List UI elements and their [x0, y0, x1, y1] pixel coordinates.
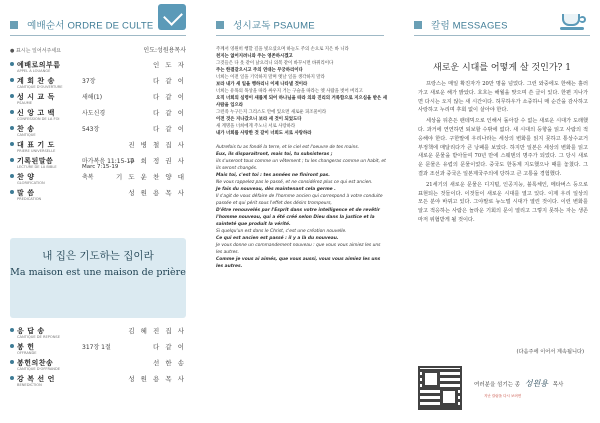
order-sub: PREDICATION [17, 197, 42, 201]
order-name: 기록된말씀 [17, 157, 54, 165]
signature-suffix: 목사 [552, 382, 564, 388]
order-name: 예배로의부름 [17, 61, 61, 69]
coffee-cup-icon [560, 10, 586, 30]
order-sub: BENEDICTION [17, 383, 42, 387]
psaume-ko-line: 주는 한결같으시고 주의 연대는 무궁하리이다 [216, 68, 303, 73]
psaume-fr-line: ils s'useront tous comme un vêtement ; tu les changeras comme un habit, et ils seront changés. [216, 159, 386, 171]
bullet-icon [10, 142, 14, 146]
order-item [10, 172, 186, 188]
order-item [10, 108, 186, 124]
psaume-ko-line: 새 계명을 너희에게 주노니 서로 사랑하라 [216, 124, 296, 129]
order-name: 봉헌의찬송 [17, 359, 54, 367]
order-right: 다 같 이 [153, 109, 186, 117]
psaume-ko-line: 보라 내가 새 일을 행하리니 이제 나타낼 것이라 [216, 82, 308, 87]
order-right: 다 같 이 [153, 93, 186, 101]
psaume-title: 성시교독 PSAUME [233, 20, 315, 32]
psaume-header [216, 14, 384, 36]
bullet-icon [10, 110, 14, 114]
order-name: 강 복 선 언 [17, 375, 55, 383]
column-paragraph: 세상을 뒤흔든 팬데믹으로 인해서 돌아갈 수 없는 새로운 시대가 도래했다. 과거에 연연하면 퇴보할 수밖에 없다. 새 시대의 등향을 읽고 사람의 적응해야 한다. 구한말에 우리나라는 세상의 변화를 읽지 못하고 통상수교거부정책에 매달리다가 큰 낭패를 보았다. 하지만 일본은 세상의 변화를 읽고 새로운 문물을 받아들여 70년 만에 스웨덴의 명주가 되었다. 그 당시 새로운 문물은 유럽의 문물이었다. 중국도 한동계 지도했으나 때를 놓쳤다. 그 결과 조선과 중국은 일본제국주의에 당하고 큰 고통을 경험했다. [418, 118, 588, 177]
bullet-icon [10, 190, 14, 194]
header-square-icon [216, 21, 224, 29]
sermon-theme-ko: 내 집은 기도하는 집이라 [42, 250, 154, 262]
bullet-icon [10, 376, 14, 380]
order-sub: LECTURE DE LA BIBLE [17, 165, 57, 169]
order-item [10, 358, 186, 374]
psaume-ko-line: 너희는 유목의 목상을 따라 싸우지 거는 구슬을 따라는 옛 사람을 벗어 버리고 [216, 89, 363, 94]
order-right: 진 병 철 집 사 [128, 141, 186, 149]
bullet-icon [10, 62, 14, 66]
psaume-fr-line: Eux, ils disparaîtront, mais toi, tu subsisteras ; [216, 152, 333, 157]
order-sub: APPEL A LOUANGE [17, 69, 51, 73]
bullet-icon [10, 344, 14, 348]
order-item [10, 342, 186, 358]
psaume-fr-line: Ne vous rappelez pas le passé, et ne considérez plus ce qui est ancien. [216, 180, 373, 185]
psaume-text [216, 46, 388, 270]
order-extra: Marc 7:15-19 [82, 164, 119, 170]
order-name: 신 앙 고 백 [17, 109, 55, 117]
bullet-icon [10, 78, 14, 82]
messages-title: 칼럼 MESSAGES [431, 20, 508, 32]
column-paragraph: 프랑스는 매일 확진자가 20만 명을 넘었다. 그런 와중에도 한해는 흘러가고 새로운 해가 밝았다. 호흐는 해월을 맞으며 쓴 글이 있다. 한편 지나가면 다시는 오지 않는 새 시간이다. 허무하우가 소중하니 매 순간을 감사하고 사랑하고 누리며 후회 없이 살아야 한다. [418, 81, 588, 114]
psaume-fr-line: Mais toi, c'est toi : tes années ne finiront pas. [216, 173, 330, 178]
order-item [10, 76, 186, 92]
psaume-fr-line: Il s'agit de vous défaire de l'homme ancien qui correspond à votre conduite passée et qui périt sous l'effet des désirs trompeurs, [216, 194, 383, 206]
psaume-fr-line: Comme je vous ai aimés, que vous aussi, vous vous aimiez les uns les autres. [216, 257, 381, 269]
bullet-icon [10, 360, 14, 364]
order-right: 선 한 송 [153, 359, 186, 367]
order-title: 예배순서 ORDRE DE CULTE [27, 20, 154, 32]
signature [474, 378, 563, 389]
order-sub: CANTIQUE D'OUVERTURE [17, 85, 63, 89]
bullet-icon [10, 158, 14, 162]
order-sub: CANTIQUE DE REPONSE [17, 335, 60, 339]
order-right: 다 같 이 [153, 125, 186, 133]
order-panel [0, 0, 196, 423]
order-item [10, 140, 186, 156]
sermon-theme-box [10, 238, 186, 318]
psaume-fr-line: Ce qui est ancien est passé : il y a là du nouveau. [216, 236, 339, 241]
bullet-icon [10, 174, 14, 178]
order-sub: GLORIFICATION [17, 181, 45, 185]
bullet-icon [10, 94, 14, 98]
order-item [10, 60, 186, 76]
leader: 인도:성원용목사 [143, 47, 186, 54]
order-sub: PSAUME [17, 101, 32, 105]
psaume-ko-line: 오직 너희의 심령이 새롭게 되어 하나님을 따라 의와 진리의 거룩함으로 지으심을 받은 새 사람을 입으라 [216, 96, 388, 108]
order-mid: 사도신경 [82, 110, 106, 117]
psaume-fr-line: D'être renouvelés par l'Esprit dans votre intelligence et de revêtir l'homme nouveau, qui a été créé selon Dieu dans la justice et la sainteté que produit la vérité. [216, 208, 380, 227]
order-list [10, 60, 186, 204]
order-name: 말 씀 [17, 189, 35, 197]
order-mid: 37장 [82, 78, 96, 85]
psaume-ko-line: 이전 것은 지나갔으니 보라 새 것이 되었도다 [216, 117, 302, 122]
header-square-icon [414, 21, 422, 29]
psaume-ko-line: 그것들은 다 옷 같이 낡으리니 의복 같이 바꾸시면 바뀌리이다 [216, 61, 334, 66]
psaume-fr-line: Si quelqu'un est dans le Christ, c'est une création nouvelle. [216, 229, 347, 234]
order-mid: 축복 [82, 174, 94, 181]
order-sub: OFFRANDE [17, 351, 37, 355]
order-name: 봉 헌 [17, 343, 35, 351]
order-item [10, 326, 186, 342]
psaume-ko-line: 그런즉 누구든지 그리스도 안에 있으면 새로운 피조물이라 [216, 110, 327, 115]
order-right: 구 희 정 권 사 [128, 157, 186, 165]
order-name: 성 시 교 독 [17, 93, 55, 101]
order-mid: 마가복음 11:15-19 [82, 158, 135, 165]
order-right: 김 혜 진 집 사 [128, 327, 186, 335]
psaume-gap [216, 137, 388, 144]
qr-note: 지난 칼럼을 다시 보려면 [484, 394, 522, 398]
psaume-ko-line: 너희는 이전 일을 기억하지 말며 옛날 일을 생각하지 말라 [216, 75, 325, 80]
order-sub: PRIERE UNIVERSELLE [17, 149, 56, 153]
order-name: 찬 송 [17, 125, 35, 133]
order-item [10, 188, 186, 204]
check-icon [158, 4, 186, 30]
psaume-fr-line: Je vous donne un commandement nouveau : que vous vous aimiez les uns les autres. [216, 243, 381, 255]
order-sub: CONFESSION DE LA FOI [17, 117, 60, 121]
signature-prefix: 여러분을 섬기는 종 [474, 382, 521, 388]
order-mid: 543장 [82, 126, 100, 133]
signature-name: 성원용 [524, 379, 548, 388]
psaume-ko-line: 주께서 영원히 행할 길을 빛으셨으며 하늘도 주의 손으로 지은 바 니라 [216, 47, 349, 52]
order-right: 다 같 이 [153, 343, 186, 351]
order-right: 기 도 운 찬 양 대 [115, 173, 186, 181]
order-item [10, 156, 186, 172]
header-square-icon [10, 21, 18, 29]
psaume-ko-line: 천지는 없어지려니와 주는 영존하시겠고 [216, 54, 293, 59]
order-sub: CANTIQUE [17, 133, 36, 137]
column-paragraph: 21세기의 새로운 문물은 디지털, 인공지능, 블록체인, 메타버스 등으로 표현되는 것들이다. 이것들이 새로운 시대를 열고 있다. 이제 우리 일상의 모든 분야 바뀌고 있다. 그야말로 뉴노멀 시대가 열린 것이다. 이런 변화를 알고 적응하는 사람은 놀라운 기회의 문이 열리고 그렇지 못하는 자는 생존마저 위협받게 될 것이다. [418, 181, 588, 223]
psaume-fr-line: Je fais du nouveau, dès maintenant cela germe . [216, 187, 336, 192]
order-right: 인 도 자 [153, 61, 186, 69]
psaume-panel [206, 0, 394, 423]
order-list-after [10, 326, 186, 390]
order-item [10, 124, 186, 140]
psaume-ko-line: 내가 너희를 사랑한 것 같이 너희도 서로 사랑하라 [216, 131, 312, 136]
bullet-icon [10, 328, 14, 332]
order-name: 응 답 송 [17, 327, 45, 335]
qr-code-icon[interactable] [418, 366, 462, 410]
psaume-fr-line: Autrefois tu as fondé la terre, et le ciel est l'oeuvre de tes mains. [216, 145, 360, 150]
order-item [10, 374, 186, 390]
continued-note: (다음주에 이어서 계속됩니다) [516, 349, 584, 355]
messages-panel [404, 0, 600, 423]
sermon-theme-fr: Ma maison est une maison de prière [10, 267, 186, 278]
order-item [10, 92, 186, 108]
order-sub: CANTIQUE D'OFFRANDE [17, 367, 61, 371]
order-subheader [10, 44, 186, 56]
order-name: 찬 양 [17, 173, 35, 181]
order-mid: 새해(1) [82, 94, 103, 101]
order-name: 대 표 기 도 [17, 141, 55, 149]
order-header [10, 14, 186, 36]
column-body [418, 80, 588, 227]
order-name: 계 회 찬 송 [17, 77, 55, 85]
order-right: 성 원 용 목 사 [128, 189, 186, 197]
order-mid: 317장 1절 [82, 344, 111, 351]
order-right: 성 원 용 목 사 [128, 375, 186, 383]
order-right: 다 같 이 [153, 77, 186, 85]
stand-note: ● 표시는 일어서주세요 [10, 48, 62, 54]
column-title: 새로운 시대를 어떻게 살 것인가? 1 [433, 63, 571, 73]
bullet-icon [10, 126, 14, 130]
